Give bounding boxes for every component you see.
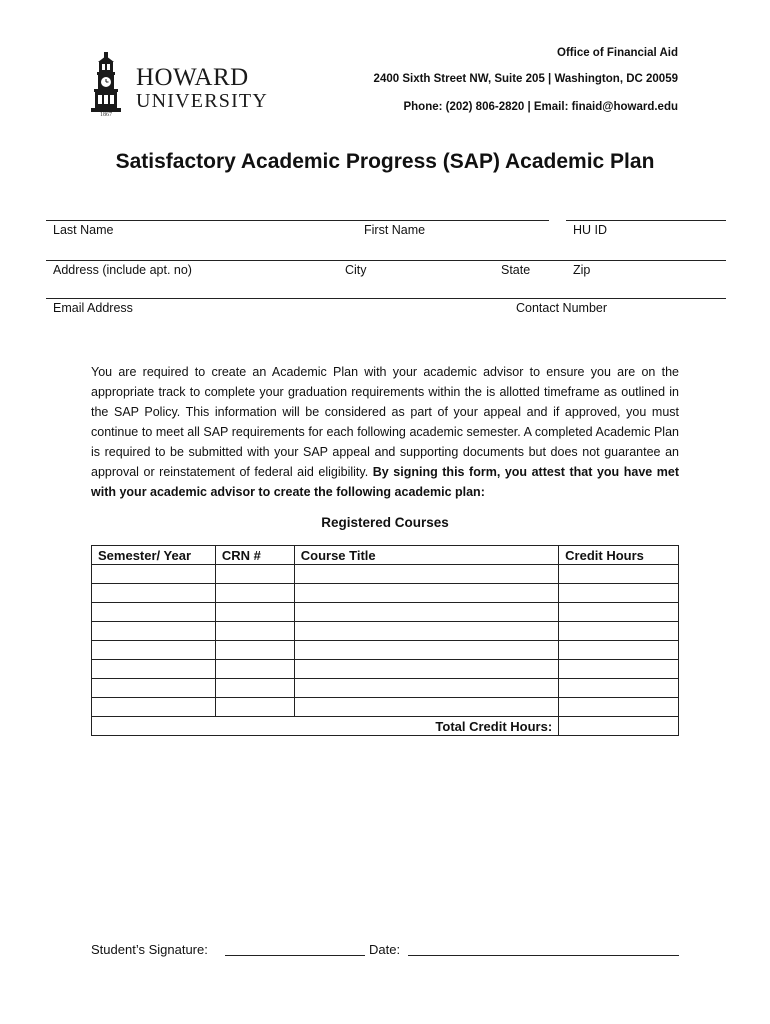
cell-crn[interactable] [215, 698, 294, 717]
cell-semester[interactable] [92, 565, 216, 584]
cell-course[interactable] [294, 679, 558, 698]
cell-credits[interactable] [559, 679, 679, 698]
cell-credits[interactable] [559, 641, 679, 660]
total-row [92, 717, 679, 736]
cell-semester[interactable] [92, 641, 216, 660]
cell-semester[interactable] [92, 679, 216, 698]
cell-course[interactable] [294, 698, 558, 717]
table-row [92, 622, 679, 641]
cell-course[interactable] [294, 622, 558, 641]
city-label: City [345, 263, 367, 277]
student-signature-line[interactable] [225, 955, 365, 956]
office-address: 2400 Sixth Street NW, Suite 205 | Washington, DC 20059 [373, 73, 678, 85]
contact-number-label: Contact Number [516, 301, 608, 315]
table-row [92, 565, 679, 584]
logo-university: UNIVERSITY [136, 90, 268, 112]
cell-crn[interactable] [215, 603, 294, 622]
first-name-label: First Name [364, 223, 426, 237]
office-name: Office of Financial Aid [557, 47, 678, 59]
cell-crn[interactable] [215, 622, 294, 641]
col-semester-year: Semester/ Year [92, 546, 216, 565]
total-credit-hours-value[interactable] [559, 717, 679, 736]
cell-credits[interactable] [559, 603, 679, 622]
instructions-text: You are required to create an Academic Plan with your academic advisor to ensure you are on the appropriate track to complete your graduation requirements within the is allotted timeframe as outlined in the SAP Policy. This information will be considered as part of your appeal and if approved, you must continue to meet all SAP requirements for each following academic semester. A completed Academic Plan is required to be submitted with your SAP appeal and supporting documents but does not guarantee an approval or reinstatement of federal aid eligibility. [91, 365, 679, 479]
howard-university-logo [88, 52, 268, 122]
col-crn: CRN # [215, 546, 294, 565]
date-line[interactable] [408, 955, 679, 956]
cell-course[interactable] [294, 584, 558, 603]
cell-credits[interactable] [559, 698, 679, 717]
email-line[interactable] [46, 298, 726, 299]
cell-course[interactable] [294, 660, 558, 679]
cell-semester[interactable] [92, 660, 216, 679]
cell-crn[interactable] [215, 641, 294, 660]
cell-semester[interactable] [92, 698, 216, 717]
address-line[interactable] [46, 260, 726, 261]
cell-crn[interactable] [215, 679, 294, 698]
cell-course[interactable] [294, 603, 558, 622]
table-row [92, 698, 679, 717]
registered-courses-title: Registered Courses [321, 515, 449, 530]
col-course-title: Course Title [294, 546, 558, 565]
instructions-attest: By signing this form, you attest that you have met with your academic advisor to create the following academic plan: [91, 465, 679, 499]
last-name-label: Last Name [53, 223, 114, 237]
name-line[interactable] [46, 220, 549, 221]
col-credit-hours: Credit Hours [559, 546, 679, 565]
table-row [92, 660, 679, 679]
total-credit-hours-label: Total Credit Hours: [294, 717, 558, 736]
hu-id-label: HU ID [573, 223, 608, 237]
email-label: Email Address [53, 301, 133, 315]
cell-credits[interactable] [559, 622, 679, 641]
cell-semester[interactable] [92, 603, 216, 622]
cell-credits[interactable] [559, 584, 679, 603]
table-row [92, 584, 679, 603]
table-header-row [92, 546, 679, 565]
table-row [92, 679, 679, 698]
total-blank [215, 717, 294, 736]
clock-tower-icon [88, 52, 124, 114]
cell-credits[interactable] [559, 660, 679, 679]
table-row [92, 603, 679, 622]
hu-id-line[interactable] [566, 220, 726, 221]
cell-course[interactable] [294, 641, 558, 660]
logo-howard: HOWARD [136, 64, 249, 91]
cell-course[interactable] [294, 565, 558, 584]
logo-year: 1867 [100, 112, 112, 118]
date-label: Date: [369, 942, 401, 957]
table-row [92, 641, 679, 660]
cell-semester[interactable] [92, 622, 216, 641]
cell-crn[interactable] [215, 660, 294, 679]
cell-crn[interactable] [215, 565, 294, 584]
cell-semester[interactable] [92, 584, 216, 603]
total-blank [92, 717, 216, 736]
address-label: Address (include apt. no) [53, 263, 192, 277]
page-title: Satisfactory Academic Progress (SAP) Academic Plan [115, 150, 655, 173]
student-signature-label: Student’s Signature: [91, 942, 208, 957]
cell-crn[interactable] [215, 584, 294, 603]
state-label: State [501, 263, 531, 277]
cell-credits[interactable] [559, 565, 679, 584]
office-contact: Phone: (202) 806-2820 | Email: finaid@howard.edu [403, 101, 678, 113]
instructions-paragraph [91, 362, 679, 502]
course-rows [92, 565, 679, 736]
registered-courses-table [91, 545, 679, 736]
zip-label: Zip [573, 263, 591, 277]
